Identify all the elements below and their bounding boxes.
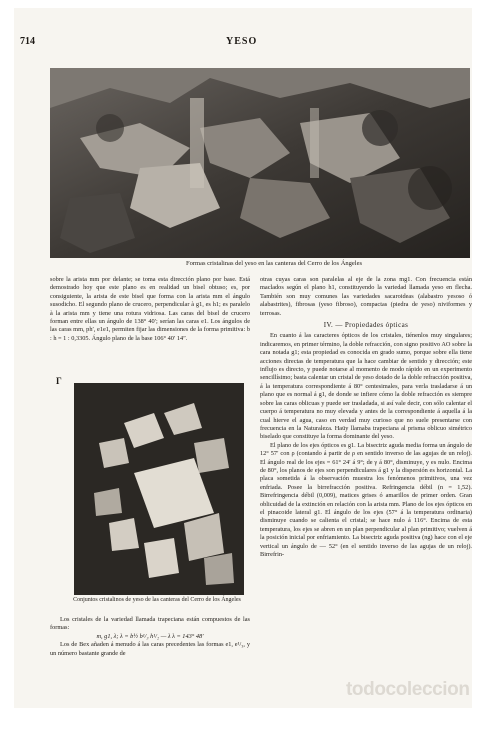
running-title: YESO	[226, 36, 258, 47]
page-number: 714	[20, 36, 35, 47]
top-photograph	[50, 68, 470, 258]
paragraph: Los de Bex añaden á menudo á las caras precedentes las formas e1, e¹/₃, y un número bastante grande de	[50, 641, 250, 657]
margin-mark: Г	[56, 376, 62, 386]
middle-photograph	[74, 383, 244, 595]
paragraph: sobre la arista mm por delante; se toma esta dirección plano por base. Está demostrado hoy que este plano es en realidad un bisel obtuso; es, por consiguiente, la arista de este bisel que forma con la arista mm el ángulo susodicho. El segundo plano de crucero, perpendicular à g1, es h1; es paralelo à la arista mm y tiene una rotura vidriosa. Las caras del bisel de crucero forman entre ellas un ángulo de 138° 40′; serían las caras e1. Los ángulos de las caras mm, ph′, e1e1, permiten fijar las dimensiones de la forma primitiva: b : h = 1 : 0,3305. Ángulo plano de la base 106° 40′ 14″.	[50, 276, 250, 342]
middle-figure-caption: Conjuntos cristalinos de yeso de las canteras del Cerro de los Ángeles	[73, 597, 241, 603]
paragraph: Los cristales de la variedad llamada trapeciana están compuestos de las formas:	[50, 616, 250, 632]
section-heading: IV. — Propiedades ópticas	[323, 321, 409, 330]
top-figure-caption: Formas cristalinas del yeso en las canteras del Cerro de los Ángeles	[186, 260, 362, 267]
watermark: todocoleccion	[346, 679, 470, 700]
paragraph: otras cuyas caras son paralelas al eje de la zona mg1. Con frecuencia están maclados según el plano h1, constituyendo la variedad llamada yeso en flecha. También son muy comunes las variedades sacaroideas (alabastro yesoso ó alabastrites), fibrosas (yeso fibroso), compactas (piedra de yeso) niviformes y terrosas.	[260, 276, 472, 317]
right-column-text	[260, 276, 472, 559]
left-column-top-text	[50, 276, 250, 343]
formula: m, g1, λ; λ = b½ b¹/₃ h¹/₂ — λ λ = 143° 48′	[96, 632, 204, 640]
paragraph: El plano de los ejes ópticos es g1. La bisectriz aguda media forma un ángulo de 12° 57′ con ρ (contando á partir de ρ en sentido inverso de las agujas de un reloj). El ángulo real de los ejes = 61° 24′ á 9°; de γ á 80°, disminuye, y es nulo. Encima de 80°, los planos de ejes son perpendiculares á g1 y la dispersión es horizontal. La placa sometida á la observación muestra los fenómenos primitivos, una vez enfriada. Posee la birrefracción positiva. Refringencia débil (n = 1,52). Birrefringencia débil (0,009), matices grises ó amarillos de primer orden. Gran oblicuidad de la extinción en relación con la arista mm. Plano de los ejes ópticos en el pinacoide lateral g1. El ángulo de los ejes (57° á la temperatura ordinaria) disminuye cuando se calienta el cristal; se hace nulo á 116°. Encima de esta temperatura, los ejes se abren en un plan perpendicular al plan primitivo; vuelven á la posición inicial por enfriamiento. La bisectriz aguda positiva (ng) hace con el eje vertical un ángulo de — 52° (en el sentido inverso de las agujas de un reloj). Birrefrin-	[260, 441, 472, 558]
left-column-bottom-text	[50, 616, 250, 658]
page-sheet	[14, 8, 472, 708]
paragraph: En cuanto á las caracteres ópticos de los cristales, tiénenlos muy singulares; indicaremos, en primer término, la doble refracción, con signo positivo AO sobre la cara notada g1; esta propiedad es conocida en grado sumo, porque sobre ella tiene acciones directas de temperatura que la hace cambiar de sentido y dirección; este influjo es directo, y puede notarse al momento de modo rápido en un experimento sencillísimo; basta calentar un cristal de yeso dotado de la doble refracción positiva, á la temperatura correspondiente á 80° centesimales, para verla trasladarse á un plano que es normal á g1, de donde se infiere cómo la doble refracción es siempre sobre las caras oblicuas y puede ser trasladada, si así vale decir, con sólo calentar el cuerpo á temperatura no muy elevada y antes de la correspondiente á aquella á la cual hierve el agua, caso en verdad muy curioso que no suele presentarse con frecuencia en la Naturaleza. Haüy llamaba trapeciana al prisma oblicuo simétrico biselado que constituye la forma dominante del yeso.	[260, 332, 472, 441]
